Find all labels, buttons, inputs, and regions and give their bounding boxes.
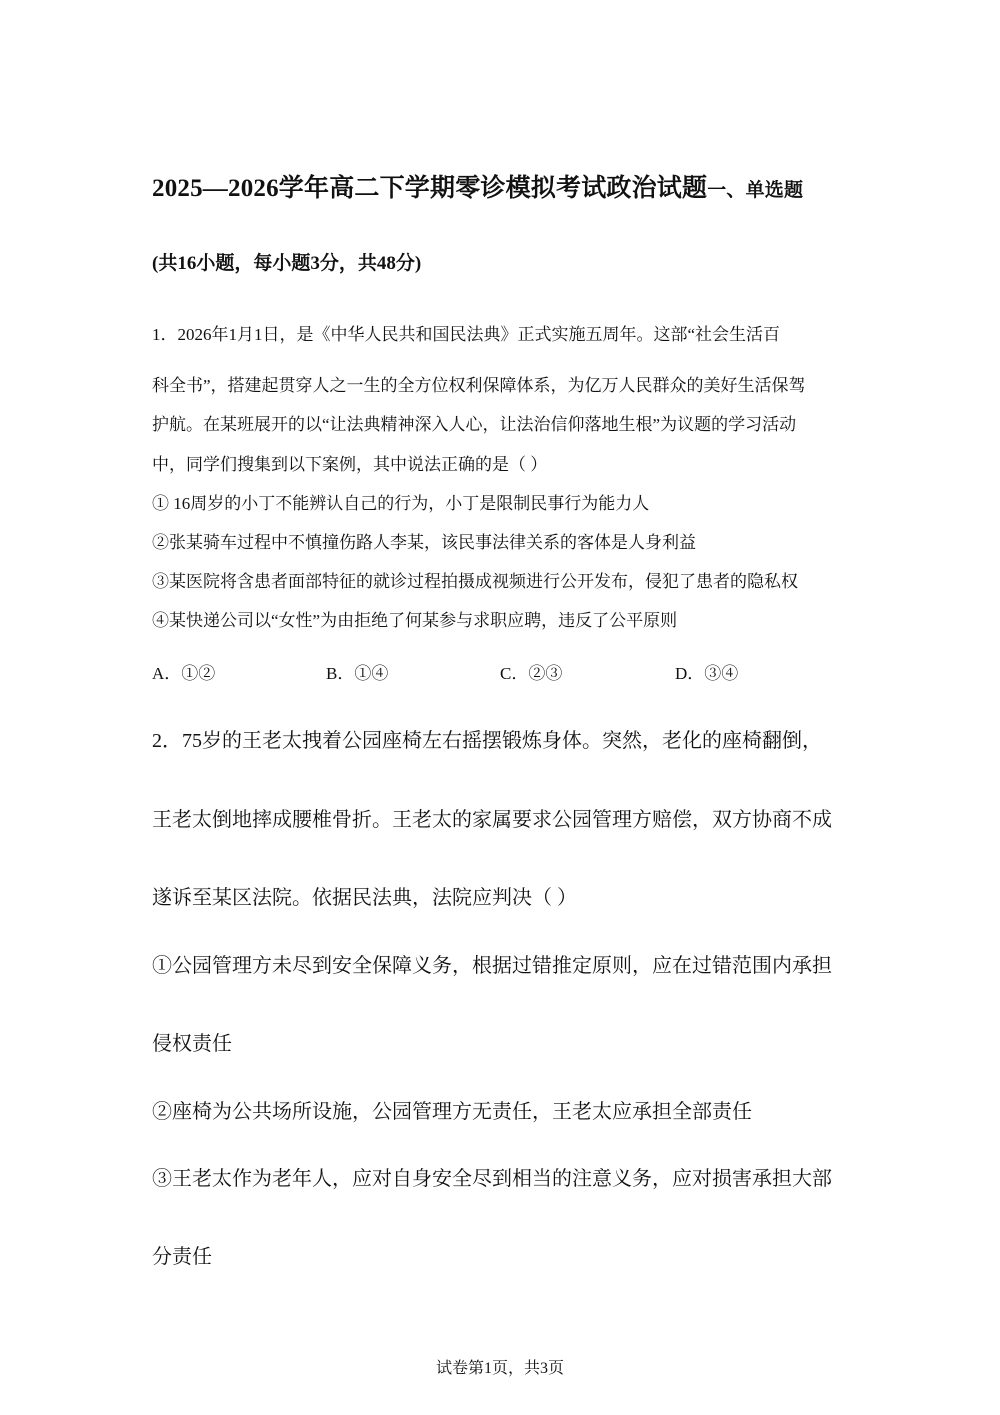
page-footer: 试卷第1页，共3页 bbox=[435, 1360, 564, 1377]
q1-option-a: A．①② bbox=[152, 664, 216, 683]
q1-statement: ④某快递公司以“女性”为由拒绝了何某参与求职应聘，违反了公平原则 bbox=[152, 611, 678, 630]
q2-line: 王老太倒地摔成腰椎骨折。王老太的家属要求公园管理方赔偿，双方协商不成 bbox=[152, 809, 832, 831]
q1-line: 1．2026年1月1日，是《中华人民共和国民法典》正式实施五周年。这部“社会生活百 bbox=[152, 325, 781, 344]
q1-option-c: C．②③ bbox=[500, 664, 563, 683]
q1-line: 中，同学们搜集到以下案例，其中说法正确的是（ ） bbox=[152, 455, 548, 474]
title-section: 一、单选题 bbox=[707, 180, 804, 201]
q1-statement: ① 16周岁的小丁不能辨认自己的行为，小丁是限制民事行为能力人 bbox=[152, 494, 650, 513]
q1-statement: ③某医院将含患者面部特征的就诊过程拍摄成视频进行公开发布，侵犯了患者的隐私权 bbox=[152, 572, 798, 591]
q1-option-b: B．①④ bbox=[326, 664, 389, 683]
q2-statement: 分责任 bbox=[152, 1246, 212, 1268]
q2-statement: ②座椅为公共场所设施，公园管理方无责任，王老太应承担全部责任 bbox=[152, 1101, 752, 1123]
q2-statement: ③王老太作为老年人，应对自身安全尽到相当的注意义务，应对损害承担大部 bbox=[152, 1168, 832, 1190]
q1-statement: ②张某骑车过程中不慎撞伤路人李某，该民事法律关系的客体是人身利益 bbox=[152, 533, 696, 552]
q1-line: 护航。在某班展开的以“让法典精神深入人心，让法治信仰落地生根”为议题的学习活动 bbox=[152, 415, 797, 434]
q1-line: 科全书”，搭建起贯穿人之一生的全方位权利保障体系，为亿万人民群众的美好生活保驾 bbox=[152, 376, 806, 395]
q2-statement: ①公园管理方未尽到安全保障义务，根据过错推定原则，应在过错范围内承担 bbox=[152, 955, 832, 977]
q2-line: 遂诉至某区法院。依据民法典，法院应判决（ ） bbox=[152, 887, 577, 909]
title-main: 2025—2026学年高二下学期零诊模拟考试政治试题 bbox=[152, 175, 708, 202]
section-note: (共16小题，每小题3分，共48分) bbox=[152, 253, 422, 274]
q2-statement: 侵权责任 bbox=[152, 1033, 232, 1055]
exam-title bbox=[152, 168, 803, 204]
q1-option-d: D．③④ bbox=[675, 664, 739, 683]
q2-line: 2．75岁的王老太拽着公园座椅左右摇摆锻炼身体。突然，老化的座椅翻倒， bbox=[152, 730, 822, 752]
